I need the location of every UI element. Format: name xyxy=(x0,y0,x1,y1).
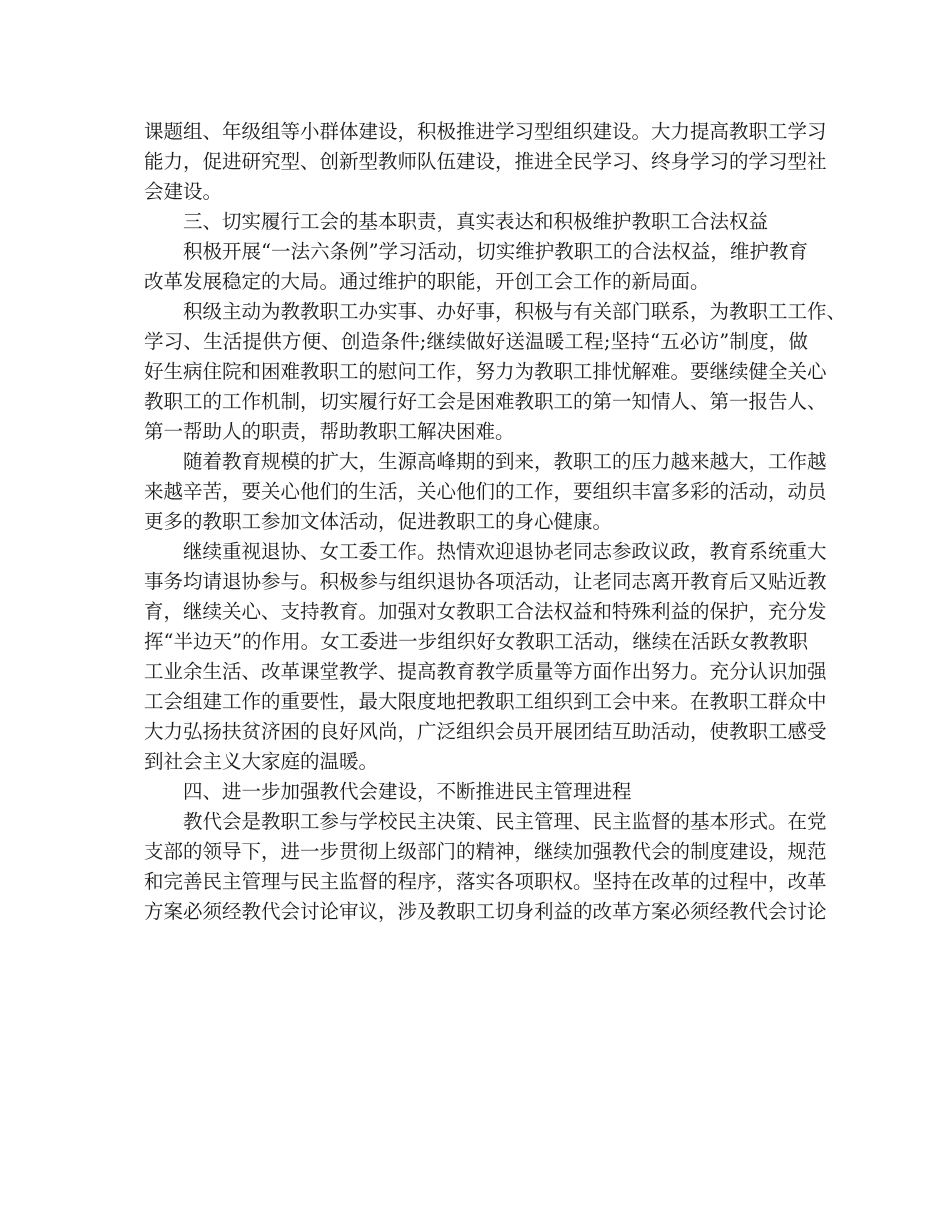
text-line: 工业余生活、改革课堂教学、提高教育教学质量等方面作出努力。充分认识加强 xyxy=(144,660,827,683)
text-line: 支部的领导下，进一步贯彻上级部门的精神，继续加强教代会的制度建设，规范 xyxy=(144,840,827,863)
text-line: 继续重视退协、女工委工作。热情欢迎退协老同志参政议政，教育系统重大 xyxy=(183,540,827,563)
text-line: 学习、生活提供方便、创造条件;继续做好送温暖工程;坚持“五必访”制度，做 xyxy=(144,330,808,353)
text-line: 到社会主义大家庭的温暖。 xyxy=(144,750,379,773)
text-line: 更多的教职工参加文体活动，促进教职工的身心健康。 xyxy=(144,510,613,533)
text-line: 教代会是教职工参与学校民主决策、民主管理、民主监督的基本形式。在党 xyxy=(183,810,827,833)
text-line: 积级主动为教教职工办实事、办好事，积极与有关部门联系，为教职工工作、 xyxy=(183,300,847,323)
text-line: 改革发展稳定的大局。通过维护的职能，开创工会工作的新局面。 xyxy=(144,270,710,293)
text-line: 工会组建工作的重要性，最大限度地把教职工组织到工会中来。在教职工群众中 xyxy=(144,690,827,713)
text-line: 育，继续关心、支持教育。加强对女教职工合法权益和特殊利益的保护，充分发 xyxy=(144,600,827,623)
text-line: 随着教育规模的扩大，生源高峰期的到来，教职工的压力越来越大，工作越 xyxy=(183,450,827,473)
document-body xyxy=(144,117,847,927)
text-line: 事务均请退协参与。积极参与组织退协各项活动，让老同志离开教育后又贴近教 xyxy=(144,570,827,593)
text-line: 来越辛苦，要关心他们的生活，关心他们的工作，要组织丰富多彩的活动，动员 xyxy=(144,480,827,503)
text-line: 四、进一步加强教代会建设，不断推进民主管理进程 xyxy=(183,780,632,803)
text-line: 三、切实履行工会的基本职责，真实表达和积极维护教职工合法权益 xyxy=(183,210,769,233)
text-line: 第一帮助人的职责，帮助教职工解决困难。 xyxy=(144,420,515,443)
text-line: 课题组、年级组等小群体建设，积极推进学习型组织建设。大力提高教职工学习 xyxy=(144,120,827,143)
text-line: 和完善民主管理与民主监督的程序，落实各项职权。坚持在改革的过程中，改革 xyxy=(144,870,827,893)
text-line: 好生病住院和困难教职工的慰问工作，努力为教职工排忧解难。要继续健全关心 xyxy=(144,360,827,383)
text-line: 会建设。 xyxy=(144,180,223,203)
text-line: 大力弘扬扶贫济困的良好风尚，广泛组织会员开展团结互助活动，使教职工感受 xyxy=(144,720,827,743)
text-line: 教职工的工作机制，切实履行好工会是困难教职工的第一知情人、第一报告人、 xyxy=(144,390,827,413)
text-line: 能力，促进研究型、创新型教师队伍建设，推进全民学习、终身学习的学习型社 xyxy=(144,150,827,173)
text-line: 挥“半边天”的作用。女工委进一步组织好女教职工活动，继续在活跃女教教职 xyxy=(144,630,808,653)
text-line: 积极开展“一法六条例”学习活动，切实维护教职工的合法权益，维护教育 xyxy=(183,240,808,263)
text-line: 方案必须经教代会讨论审议，涉及教职工切身利益的改革方案必须经教代会讨论 xyxy=(144,900,827,923)
